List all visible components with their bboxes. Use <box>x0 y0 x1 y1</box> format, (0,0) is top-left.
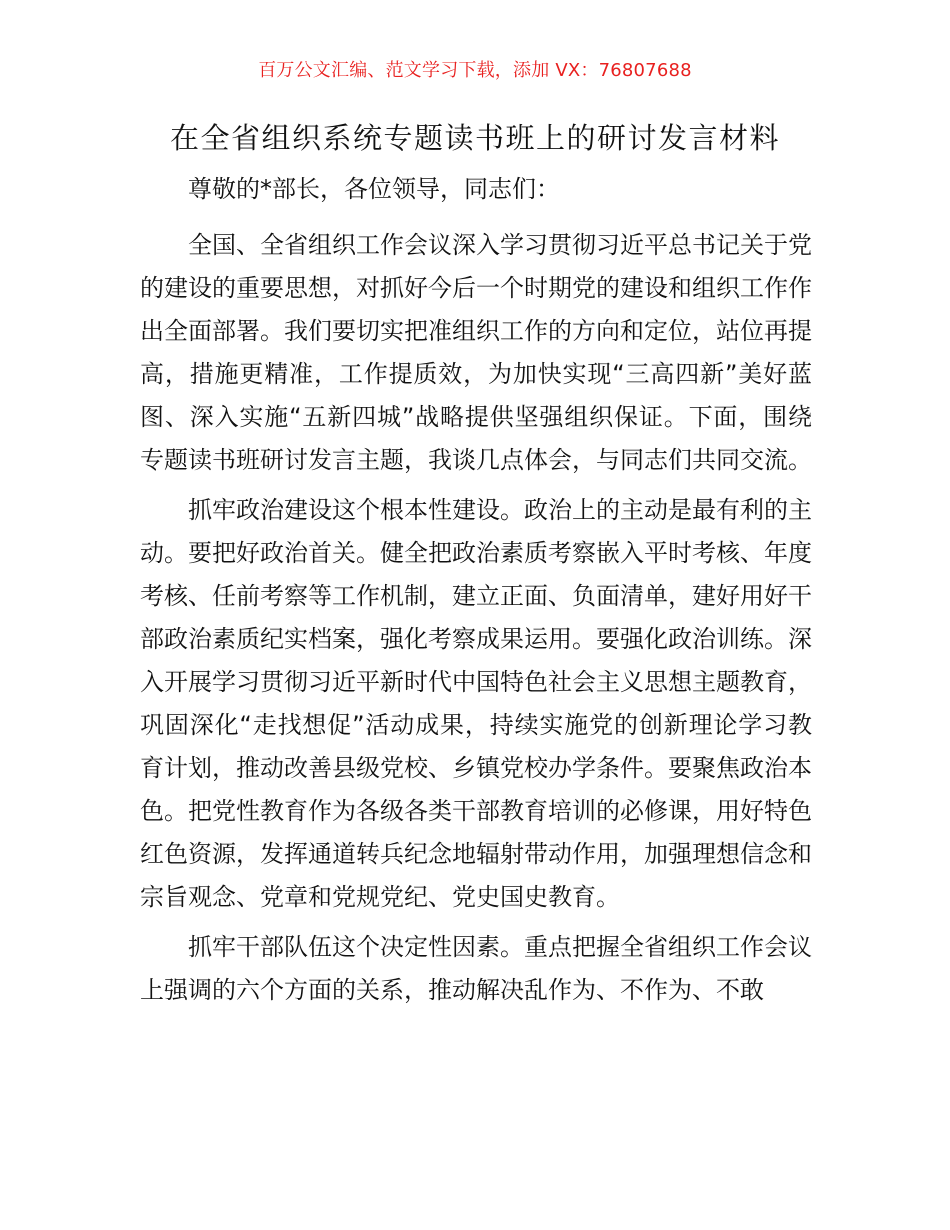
paragraph-cadre-team: 抓牢干部队伍这个决定性因素。重点把握全省组织工作会议上强调的六个方面的关系，推动解决乱作为、不作为、不敢 <box>140 933 812 1004</box>
watermark-header: 百万公文汇编、范文学习下载，添加 VX：76807688 <box>258 60 692 81</box>
salutation: 尊敬的*部长，各位领导，同志们： <box>188 175 560 203</box>
paragraph-intro: 全国、全省组织工作会议深入学习贯彻习近平总书记关于党的建设的重要思想，对抓好今后一个时期党的建设和组织工作作出全面部署。我们要切实把准组织工作的方向和定位，站位再提高，措施更精准，工作提质效，为加快实现“三高四新”美好蓝图、深入实施“五新四城”战略提供坚强组织保证。下面，围绕专题读书班研讨发言主题，我谈几点体会，与同志们共同交流。 <box>140 231 812 474</box>
document-title: 在全省组织系统专题读书班上的研讨发言材料 <box>169 121 780 155</box>
document-body <box>140 168 812 1019</box>
paragraph-political-building: 抓牢政治建设这个根本性建设。政治上的主动是最有利的主动。要把好政治首关。健全把政治素质考察嵌入平时考核、年度考核、任前考察等工作机制，建立正面、负面清单，建好用好干部政治素质纪实档案，强化考察成果运用。要强化政治训练。深入开展学习贯彻习近平新时代中国特色社会主义思想主题教育，巩固深化“走找想促”活动成果，持续实施党的创新理论学习教育计划，推动改善县级党校、乡镇党校办学条件。要聚焦政治本色。把党性教育作为各级各类干部教育培训的必修课，用好特色红色资源，发挥通道转兵纪念地辐射带动作用，加强理想信念和宗旨观念、党章和党规党纪、党史国史教育。 <box>140 496 812 911</box>
